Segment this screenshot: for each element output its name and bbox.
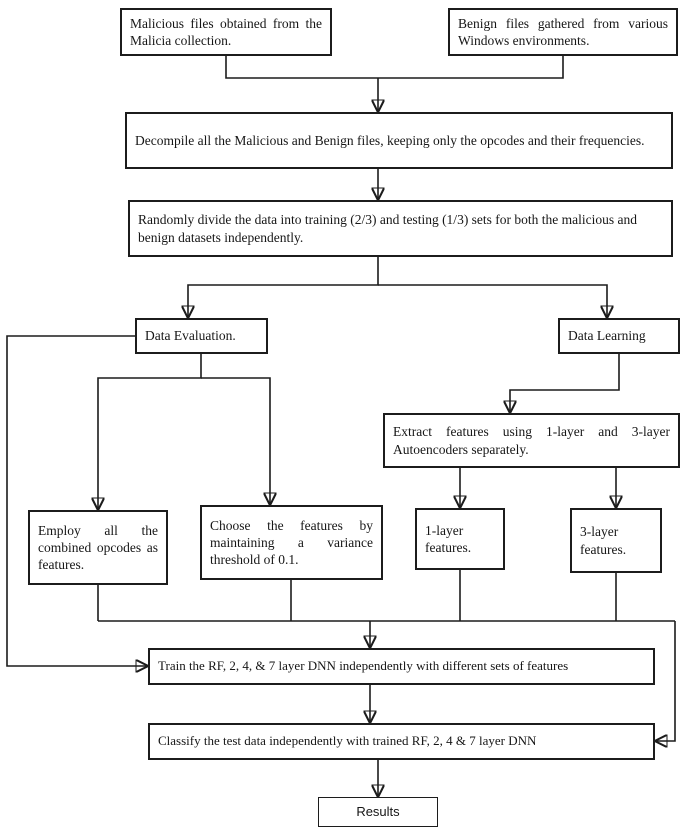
edge-evaluation-to-employ	[98, 354, 201, 509]
node-divide-data-label: Randomly divide the data into training (2/3) and testing (1/3) sets for both the malicious and benign datasets independently.	[138, 212, 638, 245]
node-benign-files-label: Benign files gathered from various Windows environments.	[458, 15, 668, 48]
edge-collector-to-classify	[656, 621, 675, 741]
node-data-evaluation-label: Data Evaluation.	[145, 328, 236, 344]
node-malicious-files-label: Malicious files obtained from the Malicia collection.	[130, 15, 322, 48]
node-extract-features-label: Extract features using 1-layer and 3-layer Autoencoders separately.	[393, 424, 670, 457]
node-malicious-files	[120, 8, 332, 56]
node-train-dnn-label: Train the RF, 2, 4, & 7 layer DNN independently with different sets of features	[158, 658, 569, 674]
node-train-dnn	[148, 648, 655, 685]
node-employ-opcodes	[28, 510, 168, 585]
edge-learning-to-extract	[510, 354, 619, 412]
node-results-label: Results	[356, 803, 400, 819]
node-variance-threshold-label: Choose the features by maintaining a variance threshold of 0.1.	[210, 517, 373, 568]
node-1-layer-features	[415, 508, 505, 570]
node-divide-data	[128, 200, 673, 257]
node-benign-files	[448, 8, 678, 56]
node-employ-opcodes-label: Employ all the combined opcodes as features.	[38, 522, 158, 573]
edge-evaluation-to-choose	[201, 378, 270, 504]
edge-divide-to-learning	[378, 285, 607, 317]
edge-evaluation-feedback-to-train	[7, 336, 147, 666]
edge-divide-to-evaluation	[188, 257, 378, 317]
node-classify-test-data	[148, 723, 655, 760]
edge-malicious-merge	[226, 56, 378, 78]
node-decompile	[125, 112, 673, 169]
node-results	[318, 797, 438, 827]
node-3-layer-features	[570, 508, 662, 573]
node-1-layer-features-label: 1-layer features.	[425, 522, 472, 555]
node-variance-threshold	[200, 505, 383, 580]
edge-benign-merge	[378, 56, 563, 78]
node-3-layer-features-label: 3-layer features.	[580, 524, 627, 557]
node-data-evaluation	[135, 318, 268, 354]
node-decompile-label: Decompile all the Malicious and Benign files, keeping only the opcodes and their frequencies.	[135, 132, 645, 148]
node-data-learning	[558, 318, 680, 354]
node-extract-features	[383, 413, 680, 468]
node-data-learning-label: Data Learning	[568, 328, 646, 344]
node-classify-test-data-label: Classify the test data independently with trained RF, 2, 4 & 7 layer DNN	[158, 733, 537, 749]
